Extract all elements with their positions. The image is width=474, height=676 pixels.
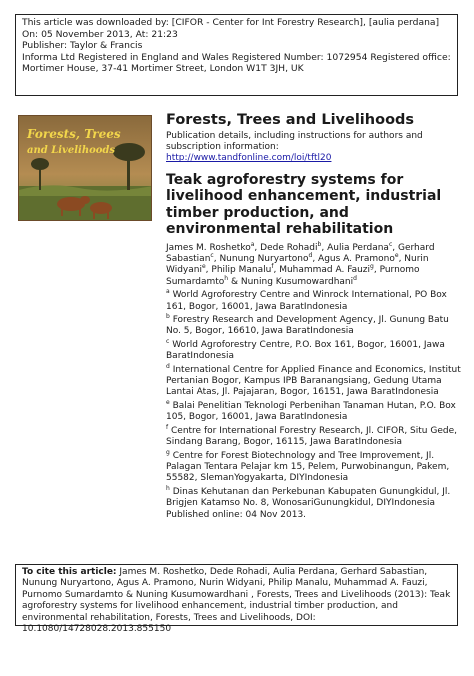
author-separator: , <box>373 265 380 276</box>
publisher-line: Publisher: Taylor & Francis <box>22 40 143 52</box>
affiliation-marker: b <box>166 313 170 321</box>
publication-details-text: Publication details, including instructions for authors and subscription information: <box>166 131 423 153</box>
author-separator: & <box>228 276 241 287</box>
author-name: Philip Manalu <box>211 265 272 276</box>
author-list <box>166 240 462 289</box>
author-affiliation-marker: d <box>353 274 357 282</box>
author-separator: , <box>321 242 328 253</box>
author-affiliation-marker: e <box>394 252 399 260</box>
citation-text: James M. Roshetko, Dede Rohadi, Aulia Perdana, Gerhard Sabastian, Nunung Nuryartono, Agus A. Pramono, Nurin Widyani, Philip Manalu, Muhammad A. Fauzi, Purnomo Sumardamto & Nuning Kusumowardhani , Forests, Trees and Livelihoods (2013): Teak agroforestry systems for livelihood enhancement, industrial timber production, and environmental rehabilitation, Forests, Trees and Livelihoods, DOI: 10.1080/14728028.2013.855150 <box>22 567 451 635</box>
author-name: Dede Rohadi <box>260 242 318 253</box>
author-separator: , <box>392 242 398 253</box>
author-name: Purnomo Sumardamto <box>166 265 420 287</box>
author-affiliation-marker: f <box>271 263 274 271</box>
author-affiliation-marker: c <box>388 240 393 248</box>
affiliation-text: Centre for Forest Biotechnology and Tree Improvement, Jl. Palagan Tentara Pelajar km 15, Pelem, Purwobinangun, Pakem, 55582, SlemanYogyakarta, DIYIndonesia <box>166 450 450 484</box>
affiliation-text: World Agroforestry Centre, P.O. Box 161, Bogor, 16001, Jawa BaratIndonesia <box>166 339 445 362</box>
citation-label: To cite this article: <box>22 567 117 577</box>
affiliation-marker: h <box>166 484 170 492</box>
author-name: James M. Roshetko <box>166 242 251 253</box>
affiliation-item <box>166 290 462 313</box>
author-affiliation-marker: c <box>210 252 214 260</box>
author-name: Muhammad A. Fauzi <box>279 265 371 276</box>
journal-url-link[interactable]: http://www.tandfonline.com/loi/tftl20 <box>166 153 332 164</box>
author-separator: , <box>254 242 261 253</box>
affiliation-marker: d <box>166 362 170 370</box>
affiliation-text: World Agroforestry Centre and Winrock International, PO Box 161, Bogor, 16001, Jawa BaratIndonesia <box>166 290 447 312</box>
affiliation-text: International Centre for Applied Finance and Economics, Institut Pertanian Bogor, Kampus IPB Baranangsiang, Gedung Utama Lantai Atas, Jl. Pajajaran, Bogor, 16151, Jawa BaratIndonesia <box>166 364 461 398</box>
author-separator: , <box>213 254 220 265</box>
publication-details <box>166 131 462 165</box>
affiliation-marker: g <box>166 448 170 456</box>
author-name: Agus A. Pramono <box>318 254 395 265</box>
author-separator: , <box>312 254 319 265</box>
cover-title-line1: Forests, Trees <box>27 127 121 141</box>
author-affiliation-marker: h <box>224 274 229 282</box>
affiliation-text: Balai Penelitian Teknologi Perbenihan Tanaman Hutan, P.O. Box 105, Bogor, 16001, Jawa BaratIndonesia <box>166 400 456 423</box>
affiliation-item <box>166 398 462 424</box>
author-name: Nunung Nuryartono <box>219 254 309 265</box>
affiliation-list <box>166 290 462 509</box>
affiliation-text: Centre for International Forestry Research, Jl. CIFOR, Situ Gede, Sindang Barang, Bogor, 16115, Jawa BaratIndonesia <box>166 425 457 448</box>
author-separator: , <box>273 265 280 276</box>
author-affiliation-marker: a <box>250 240 255 248</box>
download-line: This article was downloaded by: [CIFOR - Center for Int Forestry Research], [aulia perdana] <box>22 17 440 28</box>
article-title: Teak agroforestry systems for livelihood enhancement, industrial timber production, and environmental rehabilitation <box>166 171 442 238</box>
article-header <box>166 111 462 521</box>
affiliation-item <box>166 448 462 485</box>
affiliation-item <box>166 423 462 449</box>
affiliation-marker: e <box>166 398 170 406</box>
cover-title-line2: and Livelihoods <box>27 145 116 156</box>
download-date: On: 05 November 2013, At: 21:23 <box>22 28 178 40</box>
cover-illustration <box>19 116 152 221</box>
affiliation-marker: c <box>166 337 170 345</box>
affiliation-item <box>166 362 462 399</box>
journal-cover-image <box>18 115 152 221</box>
author-name: Nurin Widyani <box>166 254 429 276</box>
citation-box <box>15 564 458 635</box>
affiliation-text: Dinas Kehutanan dan Perkebunan Kabupaten Gunungkidul, Jl. Brigjen Katamso No. 8, WonosariGunungkidul, DIYIndonesia <box>166 486 451 509</box>
author-affiliation-marker: g <box>370 263 374 271</box>
affiliation-item <box>166 315 462 338</box>
registration-line: Informa Ltd Registered in England and Wales Registered Number: 1072954 Registered office: Mortimer House, 37-41 Mortimer Street, London W1T 3JH, UK <box>22 51 451 75</box>
journal-title: Forests, Trees and Livelihoods <box>166 112 415 128</box>
author-affiliation-marker: b <box>317 240 322 248</box>
author-affiliation-marker: e <box>201 263 206 271</box>
author-separator: , <box>205 265 212 276</box>
author-name: Nuning Kusumowardhani <box>240 276 354 287</box>
affiliation-marker: a <box>166 288 170 296</box>
author-name: Gerhard Sabastian <box>166 242 435 265</box>
download-notice <box>15 14 458 96</box>
author-separator: , <box>398 254 405 265</box>
author-name: Aulia Perdana <box>327 242 389 253</box>
affiliation-marker: f <box>166 423 169 431</box>
affiliation-item <box>166 337 462 363</box>
affiliation-text: Forestry Research and Development Agency, Jl. Gunung Batu No. 5, Bogor, 16610, Jawa BaratIndonesia <box>166 315 449 337</box>
affiliation-item <box>166 484 462 510</box>
published-date: Published online: 04 Nov 2013. <box>166 509 307 520</box>
author-affiliation-marker: d <box>308 252 313 260</box>
